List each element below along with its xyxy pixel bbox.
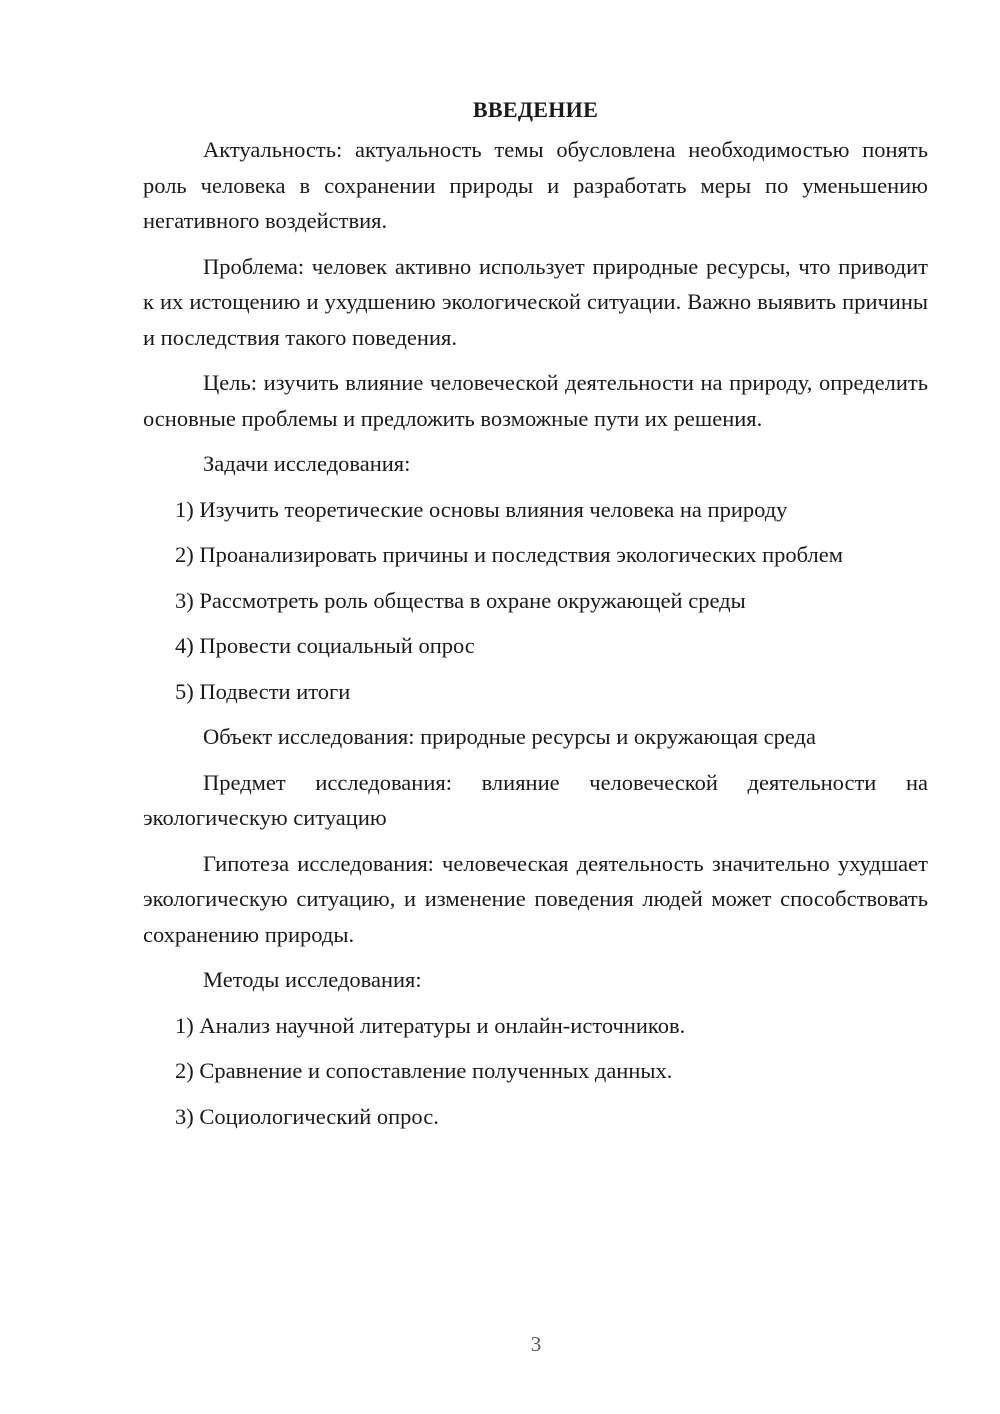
task-item: 3) Рассмотреть роль общества в охране окружающей среды (175, 587, 746, 613)
task-item: 1) Изучить теоретические основы влияния человека на природу (175, 496, 788, 522)
method-item: 3) Социологический опрос. (175, 1103, 439, 1129)
methods-heading: Методы исследования: (203, 967, 422, 992)
task-item: 4) Провести социальный опрос (175, 633, 475, 658)
page-number: 3 (530, 1332, 542, 1356)
problem-paragraph: Проблема: человек активно использует природные ресурсы, что приводит к их истощению и ухудшению экологической ситуации. Важно выявить причины и последствия такого поведения. (143, 253, 928, 350)
object-paragraph: Объект исследования: природные ресурсы и окружающая среда (203, 724, 816, 749)
method-item: 2) Сравнение и сопоставление полученных данных. (175, 1058, 673, 1083)
task-item: 5) Подвести итоги (175, 678, 351, 704)
relevance-paragraph: Актуальность: актуальность темы обусловлена необходимостью понять роль человека в сохранении природы и разработать меры по уменьшению негативного воздействия. (143, 137, 928, 233)
goal-paragraph: Цель: изучить влияние человеческой деятельности на природу, определить основные проблемы и предложить возможные пути их решения. (143, 370, 928, 431)
method-item: 1) Анализ научной литературы и онлайн-источников. (175, 1012, 686, 1038)
task-item: 2) Проанализировать причины и последствия экологических проблем (175, 542, 844, 567)
section-title: ВВЕДЕНИЕ (472, 97, 599, 122)
subject-paragraph: Предмет исследования: влияние человеческой деятельности на экологическую ситуацию (143, 769, 928, 830)
tasks-heading: Задачи исследования: (203, 451, 411, 476)
hypothesis-paragraph: Гипотеза исследования: человеческая деятельность значительно ухудшает экологическую ситуацию, и изменение поведения людей может способствовать сохранению природы. (143, 850, 928, 947)
document-page (143, 92, 928, 1144)
